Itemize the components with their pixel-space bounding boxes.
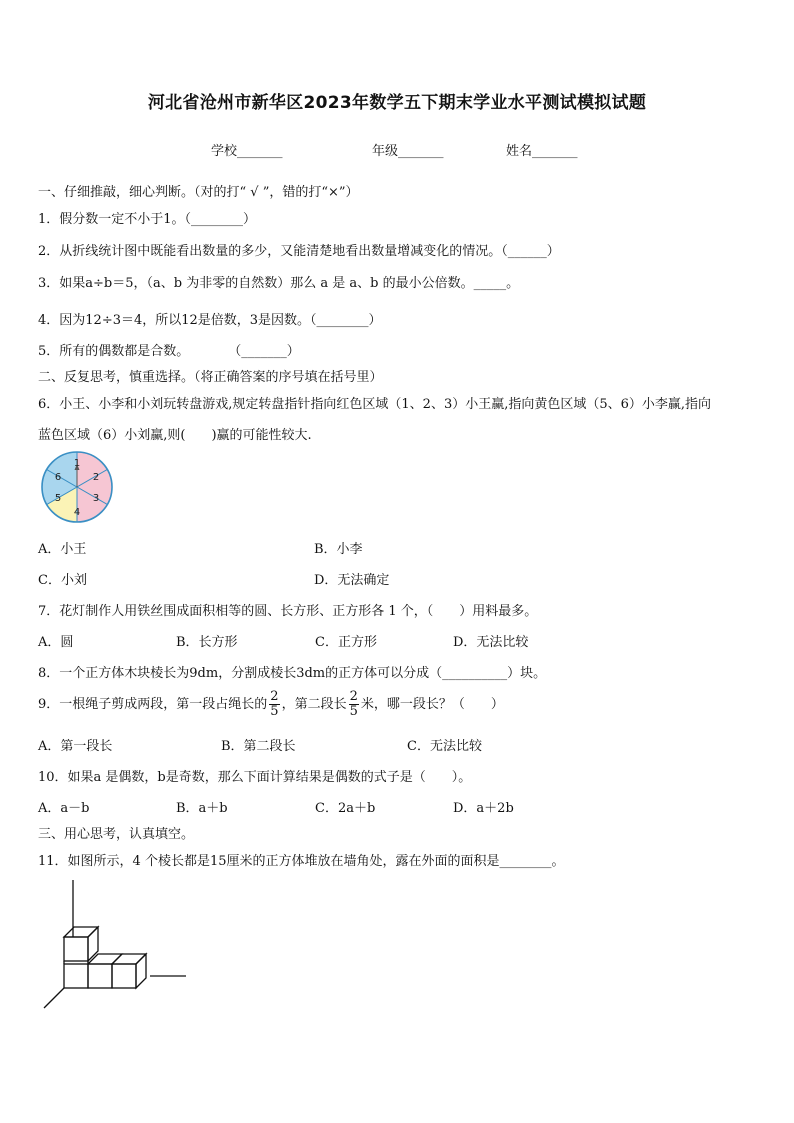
q7-option-c: C．正方形 [315, 635, 377, 650]
wheel-label-1: 1 [73, 458, 81, 469]
q6-option-d: D．无法确定 [314, 573, 390, 588]
question-11: 11．如图所示，4 个棱长都是15厘米的正方体堆放在墙角处，露在外面的面积是________。 [38, 854, 565, 869]
section-3-heading: 三、用心思考，认真填空。 [38, 827, 195, 842]
section-1-heading: 一、仔细推敲，细心判断。（对的打“ √ ”，错的打“×”） [38, 185, 359, 200]
grade-field: 年级_______ [372, 144, 444, 159]
q7-option-a: A．圆 [38, 635, 74, 650]
question-4: 4．因为12÷3＝4，所以12是倍数，3是因数。（________） [38, 313, 382, 328]
question-3: 3．如果a÷b＝5，（a、b 为非零的自然数）那么 a 是 a、b 的最小公倍数。_____。 [38, 276, 520, 291]
school-field: 学校_______ [211, 144, 283, 159]
wheel-label-6: 6 [54, 472, 62, 483]
q10-option-b: B．a＋b [176, 801, 228, 816]
question-7: 7．花灯制作人用铁丝围成面积相等的圆、长方形、正方形各 1 个，（ ）用料最多。 [38, 604, 538, 619]
q9-text-part-2: ，第二段长 [281, 697, 347, 712]
q6-option-a: A．小王 [38, 542, 87, 557]
name-field: 姓名_______ [506, 144, 578, 159]
q9-fraction-1 [269, 690, 279, 719]
question-9 [38, 688, 504, 722]
corner-cubes-figure [38, 880, 190, 1012]
q7-option-d: D．无法比较 [453, 635, 529, 650]
question-6-line-2: 蓝色区域（6）小刘赢,则( )赢的可能性较大. [38, 428, 312, 443]
question-5: 5．所有的偶数都是合数。 （_______） [38, 344, 300, 359]
q9-option-a: A．第一段长 [38, 739, 113, 754]
q7-option-b: B．长方形 [176, 635, 238, 650]
floor-edge-diagonal [44, 988, 64, 1008]
q9-text-part-3: 米，哪一段长？（ ） [360, 697, 504, 712]
question-8: 8．一个正方体木块棱长为9dm，分割成棱长3dm的正方体可以分成（__________）块。 [38, 666, 547, 681]
q10-option-a: A．a－b [38, 801, 90, 816]
cube-top [64, 927, 98, 961]
q9-fraction-2-numerator: 2 [349, 689, 358, 704]
q9-option-b: B．第二段长 [221, 739, 296, 754]
section-2-heading: 二、反复思考，慎重选择。（将正确答案的序号填在括号里） [38, 370, 383, 385]
q10-option-d: D．a＋2b [453, 801, 514, 816]
wheel-label-2: 2 [92, 472, 100, 483]
wheel-label-5: 5 [54, 493, 62, 504]
q6-option-b: B．小李 [314, 542, 363, 557]
question-1: 1．假分数一定不小于1。（________） [38, 212, 257, 227]
q9-fraction-1-numerator: 2 [270, 689, 279, 704]
q9-fraction-2 [349, 690, 359, 719]
question-10: 10．如果a 是偶数，b是奇数，那么下面计算结果是偶数的式子是（ ）。 [38, 770, 472, 785]
cube-bottom-3 [112, 954, 146, 988]
q9-option-c: C．无法比较 [407, 739, 482, 754]
q10-option-c: C．2a＋b [315, 801, 376, 816]
spinner-wheel-figure [36, 449, 120, 527]
page-title: 河北省沧州市新华区2023年数学五下期末学业水平测试模拟试题 [147, 93, 647, 113]
wheel-label-4: 4 [73, 507, 81, 518]
question-6-line-1: 6．小王、小李和小刘玩转盘游戏,规定转盘指针指向红色区域（1、2、3）小王赢,指向黄色区域（5、6）小李赢,指向 [38, 397, 712, 412]
q9-fraction-1-denominator: 5 [270, 704, 279, 719]
q9-text-part-1: 9．一根绳子剪成两段，第一段占绳长的 [38, 697, 268, 712]
q9-fraction-2-denominator: 5 [349, 704, 358, 719]
cube-bottom-1 [64, 964, 88, 988]
q6-option-c: C．小刘 [38, 573, 87, 588]
question-2: 2．从折线统计图中既能看出数量的多少，又能清楚地看出数量增减变化的情况。（______） [38, 244, 560, 259]
wheel-label-3: 3 [92, 493, 100, 504]
